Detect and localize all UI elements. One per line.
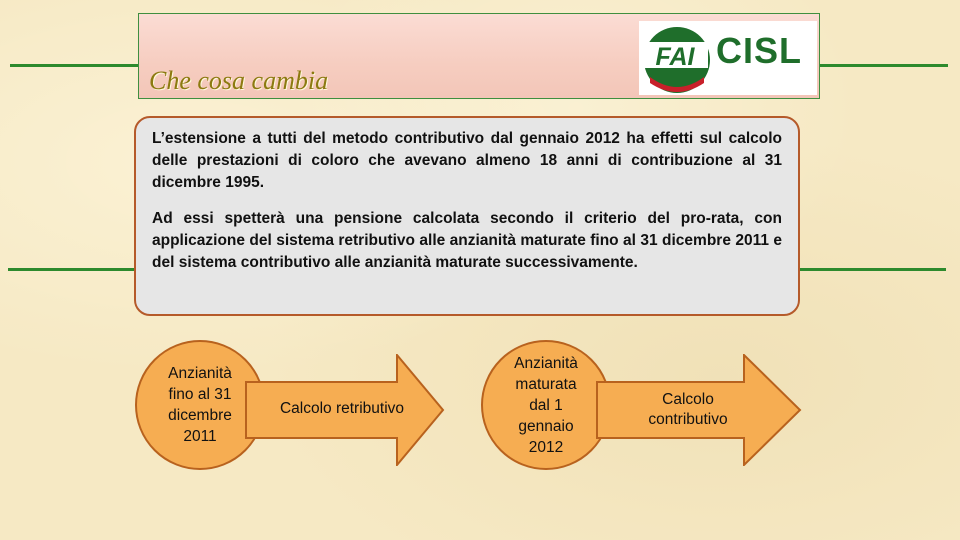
paragraph-1: L’estensione a tutti del metodo contributivo dal gennaio 2012 ha effetti sul calcolo delle prestazioni di coloro che avevano almeno 18 anni di contribuzione al 31 dicembre 1995.	[152, 130, 782, 191]
cisl-logo-text: CISL	[716, 30, 803, 71]
page-title: Che cosa cambia	[149, 66, 329, 95]
content-box	[134, 116, 800, 316]
divider-line-left	[8, 268, 136, 271]
fai-emblem-icon	[639, 21, 719, 95]
header-line-right	[820, 64, 948, 67]
divider-line-right	[800, 268, 946, 271]
fai-cisl-logo	[639, 21, 817, 95]
title-banner	[138, 13, 820, 99]
arrow-2-label: Calcolo contributivo	[648, 391, 728, 428]
header-line-left	[10, 64, 140, 67]
circle-1-label: Anzianità fino al 31 dicembre 2011	[168, 365, 232, 445]
circle-2-label: Anzianità maturata dal 1 gennaio 2012	[514, 354, 578, 456]
arrow-1-label: Calcolo retributivo	[279, 400, 405, 417]
svg-text:FAI: FAI	[655, 43, 695, 71]
circle-anzianita-2012	[481, 340, 611, 470]
paragraph-2: Ad essi spetterà una pensione calcolata secondo il criterio del pro-rata, con applicazione del sistema retributivo alle anzianità maturate fino al 31 dicembre 2011 e del sistema contributivo alle anzianità maturate successivamente.	[152, 210, 782, 271]
